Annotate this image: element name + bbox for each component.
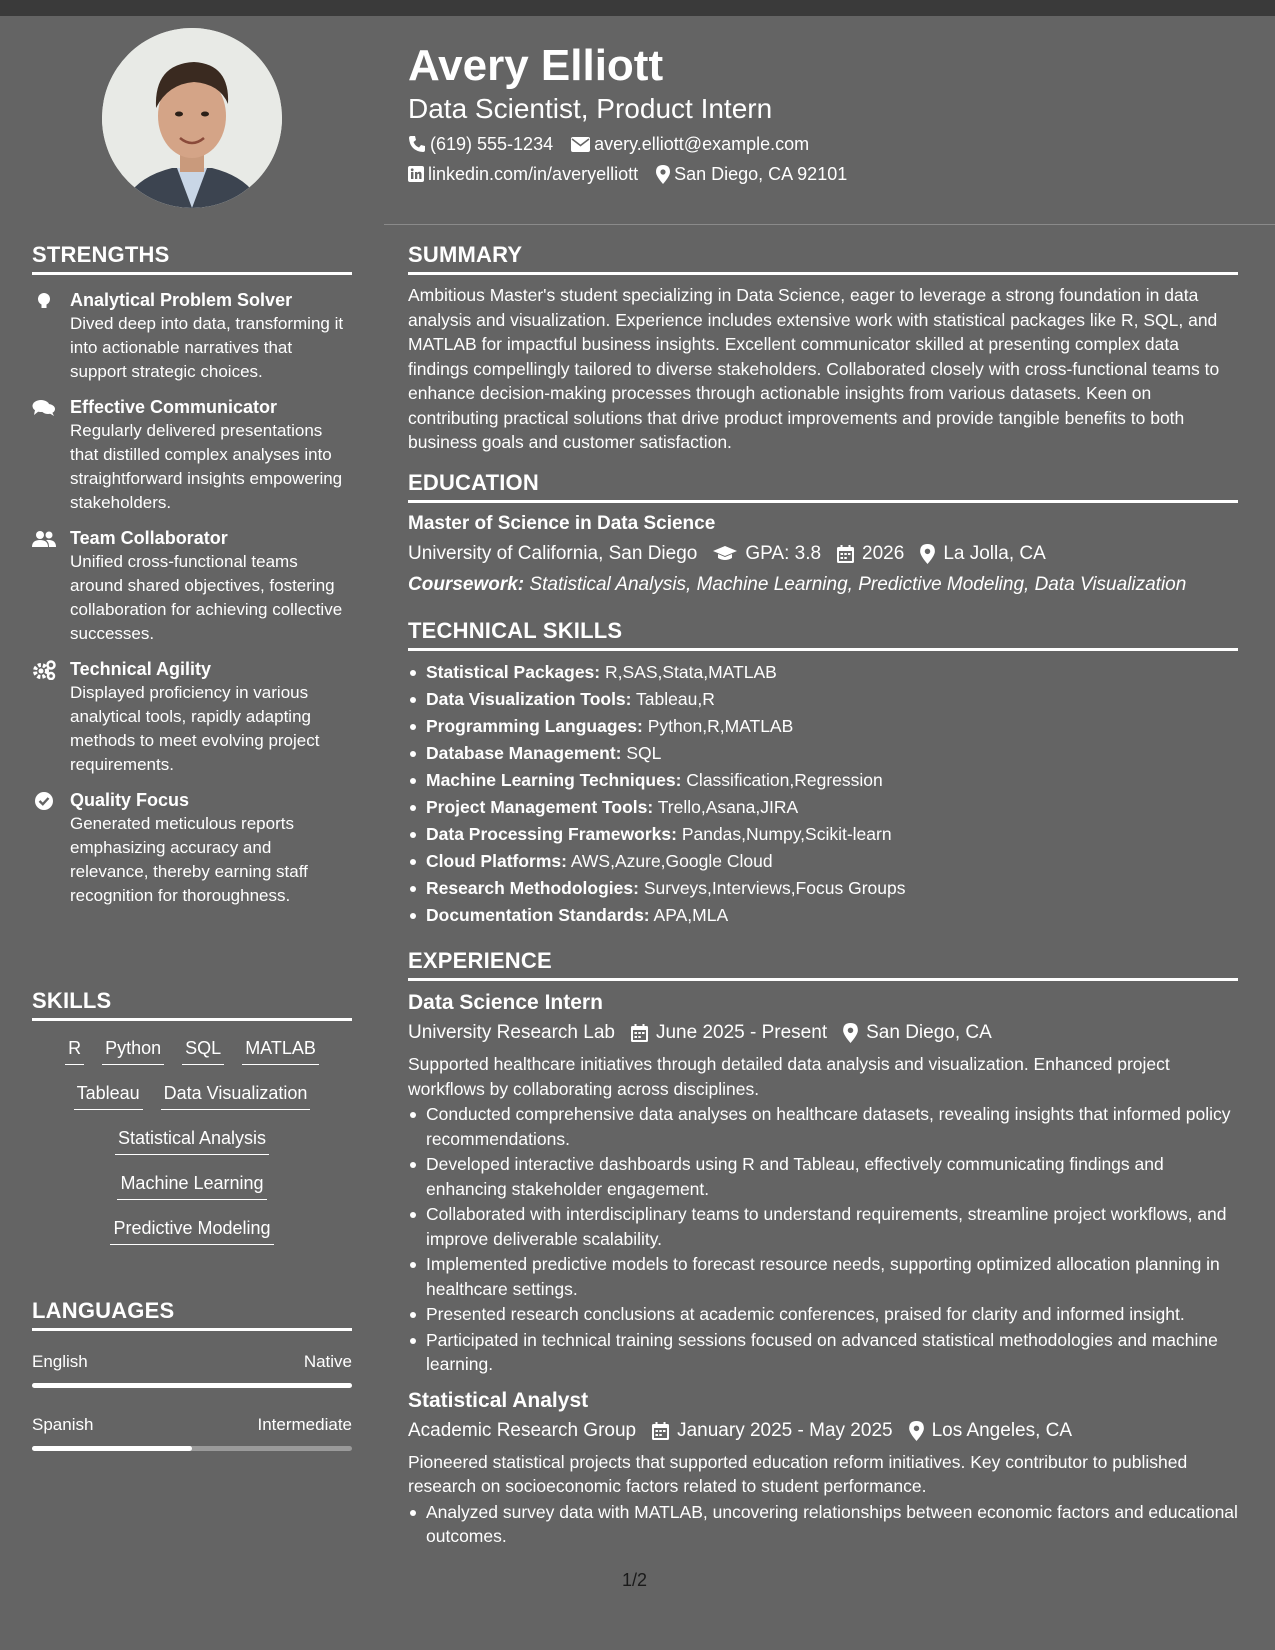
strength-title: Analytical Problem Solver — [70, 290, 293, 310]
list-item: Presented research conclusions at academic conferences, praised for clarity and informed insight. — [408, 1302, 1238, 1327]
list-item: Programming Languages: Python,R,MATLAB — [408, 713, 1238, 740]
list-item: Machine Learning Techniques: Classification,Regression — [408, 767, 1238, 794]
job-description: Pioneered statistical projects that supported education reform initiatives. Key contributor to published research on socioeconomic factors related to student performance. — [408, 1451, 1188, 1496]
language-level: Native — [303, 1352, 352, 1371]
experience-section — [408, 948, 1238, 1549]
strength-title: Quality Focus — [70, 790, 190, 810]
linkedin-contact[interactable]: linkedin.com/in/averyelliott — [408, 162, 638, 186]
contact-row — [408, 132, 1238, 156]
skill-chip: Data Visualization — [161, 1082, 311, 1110]
strength-title: Technical Agility — [70, 659, 212, 679]
coursework-list: Statistical Analysis, Machine Learning, Predictive Modeling, Data Visualization — [529, 574, 1187, 595]
skill-chip: Machine Learning — [117, 1172, 266, 1200]
list-item: Implemented predictive models to forecast resource needs, supporting optimized allocation planning in healthcare settings. — [408, 1252, 1238, 1301]
calendar-icon — [837, 545, 854, 563]
map-marker-icon — [843, 1023, 858, 1043]
strength-title: Team Collaborator — [70, 528, 228, 548]
calendar-icon — [652, 1422, 669, 1440]
job-description: Supported healthcare initiatives through detailed data analysis and visualization. Enhanced project workflows by collaborating across disciplines. — [408, 1054, 1170, 1099]
linkedin-icon — [408, 166, 424, 182]
comments-icon — [32, 398, 56, 418]
languages-heading: LANGUAGES — [32, 1298, 352, 1331]
list-item: Developed interactive dashboards using R and Tableau, effectively communicating findings and enhancing stakeholder engagement. — [408, 1152, 1238, 1201]
list-item: Data Processing Frameworks: Pandas,Numpy,Scikit-learn — [408, 821, 1238, 848]
contact-row — [408, 162, 1238, 186]
skills-section — [32, 988, 352, 1262]
job-title: Statistical Analyst — [408, 1388, 589, 1412]
candidate-role: Data Scientist, Product Intern — [408, 93, 773, 124]
language-proficiency-fill — [32, 1383, 352, 1388]
avatar — [102, 28, 282, 208]
coursework-label: Coursework: — [408, 574, 525, 595]
skill-row — [32, 1037, 352, 1082]
language-item — [32, 1351, 352, 1388]
list-item: Research Methodologies: Surveys,Interviews,Focus Groups — [408, 875, 1238, 902]
phone-icon — [408, 135, 426, 153]
degree-title: Master of Science in Data Science — [408, 513, 716, 534]
technical-skills-section — [408, 618, 1238, 929]
job-title: Data Science Intern — [408, 991, 603, 1014]
graduation-year: 2026 — [837, 541, 904, 567]
strength-item — [32, 527, 352, 646]
job-location: Los Angeles, CA — [909, 1418, 1072, 1444]
languages-section — [32, 1298, 352, 1451]
lightbulb-icon — [32, 291, 56, 311]
cogs-icon — [32, 660, 56, 680]
map-marker-icon — [920, 544, 935, 564]
list-item: Collaborated with interdisciplinary teams to understand requirements, streamline project workflows, and improve deliverable scalability. — [408, 1202, 1238, 1251]
header-divider — [384, 224, 1275, 225]
school-name: University of California, San Diego — [408, 543, 698, 564]
skill-row — [32, 1172, 352, 1217]
language-name: English — [32, 1352, 88, 1371]
skill-chip: R — [65, 1037, 84, 1065]
strength-description: Generated meticulous reports emphasizing accuracy and relevance, thereby earning staff recognition for thoroughness. — [70, 814, 308, 905]
skill-row — [32, 1217, 352, 1262]
phone-contact: (619) 555-1234 — [408, 132, 553, 156]
skill-chip: Tableau — [74, 1082, 143, 1110]
skill-chip: Predictive Modeling — [110, 1217, 273, 1245]
strength-description: Displayed proficiency in various analytical tools, rapidly adapting methods to meet evolving project requirements. — [70, 683, 320, 774]
job-meta — [408, 1418, 1238, 1444]
top-bar — [0, 0, 1275, 16]
list-item: Cloud Platforms: AWS,Azure,Google Cloud — [408, 848, 1238, 875]
page-number: 1/2 — [622, 1570, 648, 1590]
gpa: GPA: 3.8 — [713, 541, 821, 567]
job-bullets — [408, 1500, 1238, 1549]
summary-text: Ambitious Master's student specializing in Data Science, eager to leverage a strong foundation in data analysis and visualization. Experience includes extensive work with statistical packages like R, SQL, and MATLAB for impactful business insights. Excellent communicator skilled at presenting complex data findings compellingly tailored to diverse stakeholders. Collaborated closely with cross-functional teams to enhance decision-making processes through actionable insights from various datasets. Keen on contributing practical solutions that drive product improvements and provide tangible benefits to both business goals and customer satisfaction. — [408, 285, 1220, 452]
email-contact[interactable]: avery.elliott@example.com — [571, 132, 809, 156]
skill-row — [32, 1127, 352, 1172]
calendar-icon — [631, 1024, 648, 1042]
education-heading: EDUCATION — [408, 470, 1238, 503]
list-item: Project Management Tools: Trello,Asana,JIRA — [408, 794, 1238, 821]
check-circle-icon — [32, 791, 56, 811]
graduation-cap-icon — [713, 546, 737, 562]
summary-heading: SUMMARY — [408, 242, 1238, 275]
job-dates: January 2025 - May 2025 — [652, 1418, 892, 1444]
list-item: Database Management: SQL — [408, 740, 1238, 767]
map-marker-icon — [656, 165, 670, 184]
skill-chip: Python — [102, 1037, 164, 1065]
list-item: Conducted comprehensive data analyses on healthcare datasets, revealing insights that informed policy recommendations. — [408, 1102, 1238, 1151]
language-proficiency-fill — [32, 1446, 192, 1451]
education-location: La Jolla, CA — [920, 541, 1045, 567]
strength-description: Unified cross-functional teams around shared objectives, fostering collaboration for achieving collective successes. — [70, 552, 343, 643]
list-item: Analyzed survey data with MATLAB, uncovering relationships between economic factors and educational outcomes. — [408, 1500, 1238, 1549]
candidate-name: Avery Elliott — [408, 41, 664, 90]
job-entry — [408, 989, 1238, 1377]
resume-header — [408, 40, 1238, 186]
language-proficiency-bar — [32, 1446, 352, 1451]
technical-skills-list — [408, 659, 1238, 929]
skill-row — [32, 1082, 352, 1127]
strength-title: Effective Communicator — [70, 397, 278, 417]
strength-item — [32, 658, 352, 777]
skill-chip: MATLAB — [242, 1037, 319, 1065]
list-item: Data Visualization Tools: Tableau,R — [408, 686, 1238, 713]
job-bullets — [408, 1102, 1238, 1377]
language-item — [32, 1414, 352, 1451]
users-icon — [32, 529, 56, 549]
technical-skills-heading: TECHNICAL SKILLS — [408, 618, 1238, 651]
summary-section — [408, 242, 1238, 455]
language-level: Intermediate — [257, 1415, 352, 1434]
job-meta — [408, 1020, 1238, 1046]
education-meta — [408, 541, 1238, 567]
map-marker-icon — [909, 1421, 924, 1441]
strengths-heading: STRENGTHS — [32, 242, 352, 275]
location-contact: San Diego, CA 92101 — [656, 162, 847, 186]
strength-item — [32, 396, 352, 515]
language-name: Spanish — [32, 1415, 94, 1434]
skills-heading: SKILLS — [32, 988, 352, 1021]
list-item: Participated in technical training sessions focused on advanced statistical methodologies and machine learning. — [408, 1328, 1238, 1377]
strength-item — [32, 289, 352, 384]
strength-description: Dived deep into data, transforming it into actionable narratives that support strategic choices. — [70, 314, 344, 381]
skill-chip: SQL — [182, 1037, 224, 1065]
envelope-icon — [571, 137, 590, 152]
job-organization: University Research Lab — [408, 1022, 615, 1043]
job-dates: June 2025 - Present — [631, 1020, 827, 1046]
coursework — [408, 572, 1238, 598]
job-location: San Diego, CA — [843, 1020, 992, 1046]
list-item: Documentation Standards: APA,MLA — [408, 902, 1238, 929]
job-entry — [408, 1387, 1238, 1549]
list-item: Statistical Packages: R,SAS,Stata,MATLAB — [408, 659, 1238, 686]
strength-item — [32, 789, 352, 908]
strengths-section — [32, 242, 352, 908]
education-section — [408, 470, 1238, 598]
skill-chip: Statistical Analysis — [115, 1127, 269, 1155]
strength-description: Regularly delivered presentations that distilled complex analyses into straightforward insights empowering stakeholders. — [70, 421, 343, 512]
experience-heading: EXPERIENCE — [408, 948, 1238, 981]
language-proficiency-bar — [32, 1383, 352, 1388]
job-organization: Academic Research Group — [408, 1419, 637, 1441]
